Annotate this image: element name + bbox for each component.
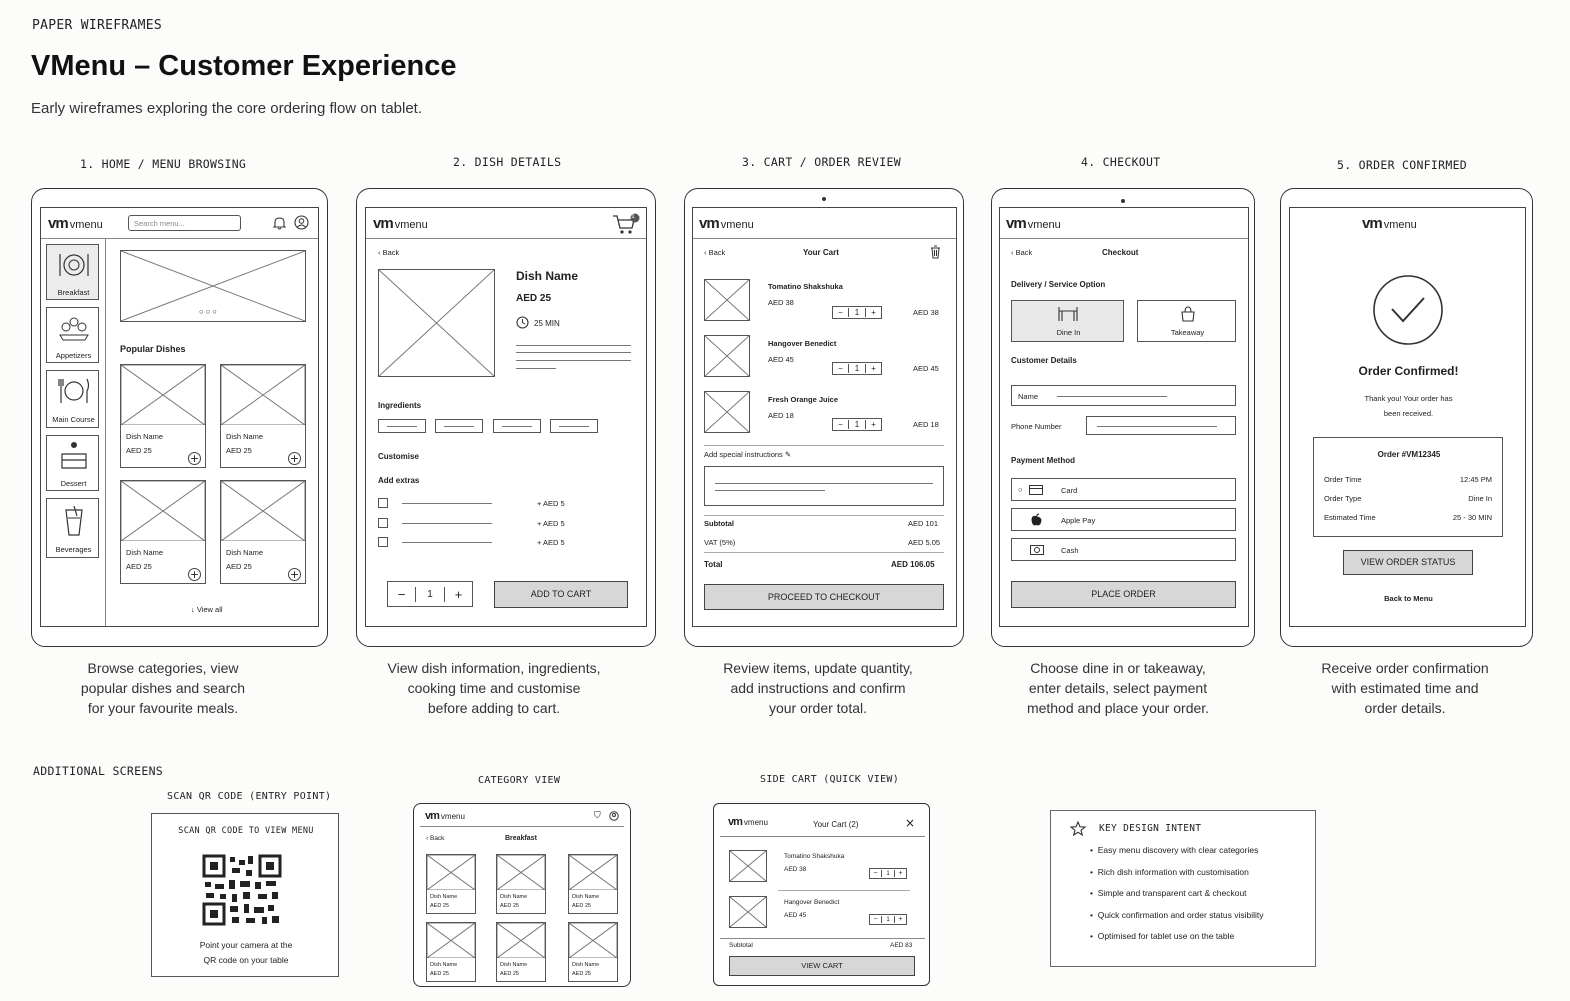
- step-1-description: Browse categories, view popular dishes and search for your favourite meals.: [80, 660, 246, 716]
- item-name: Hangover Benedict: [768, 339, 837, 348]
- page-subtitle: Early wireframes exploring the core ordering flow on tablet.: [31, 100, 423, 117]
- proceed-to-checkout-button[interactable]: PROCEED TO CHECKOUT: [704, 584, 944, 610]
- hero-banner-placeholder[interactable]: [120, 250, 306, 322]
- dish-image-placeholder: [378, 269, 495, 377]
- add-dish-button[interactable]: +: [289, 452, 300, 465]
- qr-heading: SCAN QR CODE TO VIEW MENU: [178, 826, 314, 836]
- takeaway-option[interactable]: [1137, 300, 1236, 342]
- name-label: Name: [1018, 392, 1039, 401]
- minus-button[interactable]: −: [833, 308, 849, 317]
- divider: [704, 445, 944, 446]
- chevron-left-icon: ‹: [704, 248, 709, 257]
- quantity-stepper[interactable]: [832, 362, 882, 375]
- dish-price: AED 25: [500, 903, 519, 909]
- tablet-cart: [684, 188, 964, 647]
- phone-label: Phone Number: [1011, 422, 1062, 431]
- header-divider: [1000, 238, 1249, 239]
- dish-name: Dish Name: [430, 894, 458, 900]
- order-number: Order #VM12345: [1377, 450, 1441, 459]
- subtotal-label: Subtotal: [729, 942, 753, 949]
- view-cart-button[interactable]: VIEW CART: [729, 956, 915, 976]
- add-to-cart-button[interactable]: ADD TO CART: [494, 581, 628, 608]
- minus-button[interactable]: −: [833, 364, 849, 373]
- description-line: [516, 368, 556, 369]
- cook-time: 25 MIN: [534, 319, 560, 328]
- header-divider: [720, 836, 925, 837]
- description-line: [516, 345, 631, 346]
- image-placeholder-icon: [121, 365, 205, 425]
- ingredient-chip: [493, 419, 541, 433]
- cake-icon: [57, 440, 91, 472]
- divider: [704, 515, 944, 516]
- qr-caption-line: Point your camera at the: [199, 940, 293, 950]
- subtotal-value: AED 83: [890, 942, 913, 949]
- side-cart-screen: [713, 803, 930, 986]
- bullet-icon: •: [1090, 909, 1098, 920]
- category-view-label: CATEGORY VIEW: [478, 775, 561, 786]
- dish-screen: [365, 207, 647, 627]
- add-dish-button[interactable]: +: [289, 568, 300, 581]
- payment-option-cash[interactable]: [1011, 538, 1236, 561]
- quantity-stepper[interactable]: [869, 868, 907, 879]
- plus-button[interactable]: +: [865, 420, 881, 429]
- cart-icon[interactable]: [612, 213, 640, 235]
- order-row-value: 12:45 PM: [1459, 475, 1492, 484]
- cart-icon[interactable]: ⛉: [594, 810, 601, 820]
- chevron-left-icon: ‹: [1011, 248, 1016, 257]
- description-line: [516, 360, 631, 361]
- sidebar-item-breakfast[interactable]: Breakfast: [46, 244, 99, 300]
- item-name: Tomatino Shakshuka: [768, 282, 843, 291]
- payment-option-card[interactable]: [1011, 478, 1236, 501]
- plus-button[interactable]: +: [894, 916, 906, 923]
- category-title: Breakfast: [505, 835, 537, 842]
- item-price: AED 45: [784, 912, 807, 919]
- quantity-value: 1: [886, 916, 890, 923]
- back-link[interactable]: ‹ Back: [378, 248, 400, 257]
- customise-title: Customise: [378, 452, 419, 461]
- step-2-description: View dish information, ingredients, cooking time and customise before adding to cart.: [387, 660, 601, 716]
- view-all-link[interactable]: ↓ View all: [191, 605, 223, 614]
- qr-code-icon[interactable]: [202, 854, 282, 926]
- cart-screen: [692, 207, 957, 627]
- place-order-button[interactable]: PLACE ORDER: [1011, 581, 1236, 608]
- item-image-placeholder: [704, 335, 750, 377]
- sidebar-item-dessert[interactable]: Dessert: [46, 435, 99, 491]
- payment-label: Apple Pay: [1061, 516, 1096, 525]
- page-title: VMenu – Customer Experience: [31, 50, 457, 82]
- cart-title: Your Cart: [803, 248, 839, 257]
- image-placeholder-icon: [730, 897, 766, 927]
- category-grid: [426, 854, 622, 984]
- ingredient-chip: [378, 419, 426, 433]
- bell-icon[interactable]: [273, 216, 286, 230]
- cutlery-icon: [57, 376, 91, 406]
- add-dish-button[interactable]: +: [189, 568, 200, 581]
- image-placeholder-icon: [569, 923, 617, 958]
- dish-name: Dish Name: [500, 894, 528, 900]
- quantity-stepper[interactable]: [869, 914, 907, 925]
- payment-option-apple-pay[interactable]: [1011, 508, 1236, 531]
- item-price: AED 45: [768, 355, 794, 364]
- service-title: Delivery / Service Option: [1011, 280, 1106, 289]
- ingredient-chip: [435, 419, 483, 433]
- image-placeholder-icon: [427, 923, 475, 958]
- dish-name: Dish Name: [126, 548, 164, 557]
- tablet-confirmed: [1280, 188, 1533, 647]
- chevron-left-icon: ‹: [426, 835, 430, 842]
- extra-checkbox[interactable]: [378, 537, 388, 547]
- quantity-value: 1: [427, 588, 433, 600]
- dish-title: Dish Name: [516, 269, 579, 283]
- image-placeholder-icon: [497, 855, 545, 890]
- tablet-home: [31, 188, 328, 647]
- additional-screens-title: ADDITIONAL SCREENS: [33, 764, 164, 778]
- total-label: Total: [704, 560, 723, 569]
- side-cart-title: Your Cart (2): [813, 820, 859, 829]
- item-price: AED 18: [768, 411, 794, 420]
- step-5-description: Receive order confirmation with estimated time and order details.: [1321, 660, 1489, 716]
- cash-icon: [1030, 545, 1044, 555]
- design-intent-title: KEY DESIGN INTENT: [1099, 823, 1202, 834]
- item-total: AED 38: [913, 308, 939, 317]
- category-dish-card[interactable]: [496, 854, 546, 914]
- image-placeholder-icon: [221, 481, 305, 541]
- quantity-value: 1: [886, 870, 890, 877]
- camera-dot: [822, 197, 826, 201]
- image-placeholder-icon: [121, 481, 205, 541]
- item-image-placeholder: [729, 896, 767, 928]
- extra-checkbox[interactable]: [378, 498, 388, 508]
- dish-price: AED 25: [572, 971, 591, 977]
- table-icon: [1057, 306, 1079, 322]
- dish-price: AED 25: [226, 562, 252, 571]
- brand-logo[interactable]: vm vmenu: [1006, 215, 1061, 232]
- drink-icon: [59, 504, 89, 538]
- customer-title: Customer Details: [1011, 356, 1077, 365]
- design-intent-card: [1050, 810, 1316, 967]
- category-dish-card[interactable]: [496, 922, 546, 982]
- cart-badge: 1: [631, 213, 635, 220]
- sidebar-item-main-course[interactable]: Main Course: [46, 370, 99, 428]
- bullet-icon: •: [1090, 931, 1098, 941]
- item-name: Tomatino Shakshuka: [784, 853, 845, 860]
- dish-card[interactable]: [220, 480, 306, 584]
- design-intent-point: • Simple and transparent cart & checkout: [1090, 888, 1247, 898]
- dish-name: Dish Name: [500, 962, 528, 968]
- vat-label: VAT (5%): [704, 538, 736, 547]
- plus-button[interactable]: +: [894, 870, 906, 877]
- dish-name: Dish Name: [572, 962, 600, 968]
- radio-icon: ○: [1018, 485, 1023, 494]
- plus-button[interactable]: +: [865, 308, 881, 317]
- ingredient-chip: [550, 419, 598, 433]
- divider: [720, 938, 925, 939]
- card-icon: [1029, 485, 1043, 495]
- dine-in-option[interactable]: [1011, 300, 1124, 342]
- back-link[interactable]: ‹ Back: [1011, 248, 1033, 257]
- extras-title: Add extras: [378, 476, 420, 485]
- item-name: Fresh Orange Juice: [768, 395, 839, 404]
- item-price: AED 38: [768, 298, 794, 307]
- step-4-label: 4. CHECKOUT: [1081, 155, 1161, 169]
- close-icon[interactable]: ×: [905, 816, 916, 830]
- dish-price: AED 25: [126, 446, 152, 455]
- step-2-label: 2. DISH DETAILS: [453, 155, 562, 169]
- appetizer-icon: [57, 313, 91, 343]
- category-dish-card[interactable]: [426, 854, 476, 914]
- subtotal-label: Subtotal: [704, 519, 734, 528]
- pencil-icon: ✎: [782, 450, 792, 459]
- chevron-left-icon: ‹: [378, 248, 383, 257]
- item-price: AED 38: [784, 866, 807, 873]
- brand-logo[interactable]: vm vmenu: [48, 215, 103, 232]
- confirmed-message-line: Thank you! Your order has: [1364, 394, 1453, 403]
- divider: [778, 890, 910, 891]
- plus-button[interactable]: +: [865, 364, 881, 373]
- header-divider: [420, 826, 624, 827]
- header-divider: [366, 238, 647, 239]
- quantity-value: 1: [854, 308, 860, 317]
- order-row-label: Order Type: [1324, 494, 1362, 503]
- dish-card[interactable]: [120, 480, 206, 584]
- arrow-down-icon: ↓: [191, 605, 197, 614]
- star-icon: [1070, 821, 1086, 836]
- item-name: Hangover Benedict: [784, 899, 840, 906]
- description-line: [516, 352, 631, 353]
- order-row-label: Estimated Time: [1324, 513, 1376, 522]
- dish-price: AED 25: [430, 903, 449, 909]
- total-value: AED 106.05: [891, 560, 935, 569]
- order-summary-card: [1313, 437, 1503, 537]
- step-3-description: Review items, update quantity, add instructions and confirm your order total.: [723, 660, 913, 716]
- dish-price: AED 25: [516, 293, 552, 304]
- category-view-screen: [413, 803, 631, 987]
- dish-price: AED 25: [500, 971, 519, 977]
- section-title: Popular Dishes: [120, 344, 186, 354]
- header-divider: [693, 238, 957, 239]
- vat-value: AED 5.05: [908, 538, 941, 547]
- bullet-icon: •: [1090, 866, 1098, 877]
- checkout-screen: [999, 207, 1249, 627]
- design-intent-point: • Optimised for tablet use on the table: [1090, 931, 1235, 941]
- order-row-value: 25 - 30 MIN: [1452, 513, 1492, 522]
- payment-title: Payment Method: [1011, 456, 1076, 465]
- image-placeholder-icon: [569, 855, 617, 890]
- image-placeholder-icon: [379, 270, 494, 376]
- dish-name: Dish Name: [430, 962, 458, 968]
- add-dish-button[interactable]: +: [189, 452, 200, 465]
- profile-icon[interactable]: [294, 215, 309, 230]
- carousel-dots[interactable]: ○ ○ ○: [199, 307, 217, 316]
- payment-label: Cash: [1061, 546, 1079, 555]
- header-divider: [41, 238, 319, 239]
- back-link[interactable]: ‹ Back: [704, 248, 726, 257]
- dine-in-label: Dine In: [1056, 328, 1081, 337]
- brand-logo[interactable]: vm vmenu: [728, 816, 768, 828]
- design-intent-point: • Rich dish information with customisation: [1090, 866, 1249, 877]
- brand-logo[interactable]: vm vmenu: [1362, 215, 1417, 232]
- item-image-placeholder: [704, 391, 750, 433]
- back-to-menu-link[interactable]: Back to Menu: [1384, 594, 1433, 603]
- dish-name: Dish Name: [226, 432, 264, 441]
- confirmed-message-line: been received.: [1383, 409, 1434, 418]
- qr-label: SCAN QR CODE (ENTRY POINT): [167, 791, 332, 802]
- step-4-description: Choose dine in or takeaway, enter details, select payment method and place your order.: [1026, 660, 1210, 716]
- bag-icon: [1180, 306, 1196, 322]
- design-intent-point: • Easy menu discovery with clear categories: [1090, 845, 1259, 855]
- sidebar-item-beverages[interactable]: Beverages: [46, 498, 99, 558]
- quantity-stepper[interactable]: [387, 581, 473, 607]
- item-image-placeholder: [729, 850, 767, 882]
- tablet-dish-details: [356, 188, 656, 647]
- item-image-placeholder: [704, 279, 750, 321]
- sidebar-divider: [105, 238, 106, 627]
- dish-card[interactable]: [220, 364, 306, 468]
- instructions-field[interactable]: [704, 466, 944, 506]
- extra-price: + AED 5: [537, 499, 565, 508]
- instructions-label: Add special instructions ✎: [704, 450, 792, 459]
- item-total: AED 45: [913, 364, 939, 373]
- step-3-label: 3. CART / ORDER REVIEW: [742, 155, 901, 169]
- minus-button[interactable]: −: [388, 587, 416, 602]
- bullet-icon: •: [1090, 888, 1098, 898]
- quantity-stepper[interactable]: [832, 306, 882, 319]
- extra-checkbox[interactable]: [378, 518, 388, 528]
- payment-label: Card: [1061, 486, 1078, 495]
- minus-button[interactable]: −: [870, 870, 882, 877]
- extra-price: + AED 5: [537, 538, 565, 547]
- minus-button[interactable]: −: [833, 420, 849, 429]
- step-5-label: 5. ORDER CONFIRMED: [1337, 158, 1468, 172]
- dish-price: AED 25: [430, 971, 449, 977]
- design-intent-list: [1090, 845, 1264, 953]
- clock-icon: [516, 316, 529, 329]
- dish-price: AED 25: [126, 562, 152, 571]
- design-intent-point: • Quick confirmation and order status visibility: [1090, 909, 1264, 920]
- checkmark-icon: [1372, 274, 1444, 346]
- image-placeholder-icon: [705, 280, 749, 320]
- plate-icon: [57, 250, 91, 280]
- extra-label-line: [402, 542, 492, 543]
- category-dish-card[interactable]: [568, 854, 618, 914]
- dish-price: AED 25: [572, 903, 591, 909]
- bullet-icon: •: [1090, 845, 1098, 855]
- brand-logo[interactable]: vm vmenu: [425, 810, 465, 822]
- quantity-value: 1: [854, 364, 860, 373]
- order-row-value: Dine In: [1468, 494, 1492, 503]
- qr-caption-line: QR code on your table: [203, 955, 289, 965]
- category-dish-card[interactable]: [568, 922, 618, 982]
- divider: [704, 552, 944, 553]
- image-placeholder-icon: [497, 923, 545, 958]
- extra-label-line: [402, 523, 492, 524]
- plus-button[interactable]: +: [444, 587, 472, 602]
- step-1-label: 1. HOME / MENU BROWSING: [80, 157, 247, 171]
- dish-name: Dish Name: [126, 432, 164, 441]
- phone-field[interactable]: [1086, 416, 1236, 435]
- extra-price: + AED 5: [537, 519, 565, 528]
- subtotal-value: AED 101: [908, 519, 939, 528]
- ingredients-title: Ingredients: [378, 401, 422, 410]
- extra-label-line: [402, 503, 492, 504]
- qr-card: [151, 813, 339, 977]
- quantity-value: 1: [854, 420, 860, 429]
- category-dish-card[interactable]: [426, 922, 476, 982]
- image-placeholder-icon: [730, 851, 766, 881]
- image-placeholder-icon: [427, 855, 475, 890]
- quantity-stepper[interactable]: [832, 418, 882, 431]
- trash-icon[interactable]: [930, 245, 941, 259]
- dish-name: Dish Name: [572, 894, 600, 900]
- dish-card[interactable]: [120, 364, 206, 468]
- view-order-status-button[interactable]: VIEW ORDER STATUS: [1343, 550, 1473, 575]
- image-placeholder-icon: [705, 392, 749, 432]
- takeaway-label: Takeaway: [1170, 328, 1205, 337]
- profile-icon[interactable]: [609, 811, 619, 821]
- eyebrow-label: PAPER WIREFRAMES: [32, 18, 163, 33]
- image-placeholder-icon: [221, 365, 305, 425]
- search-input[interactable]: Search menu...: [128, 215, 241, 231]
- tablet-checkout: [991, 188, 1255, 647]
- item-total: AED 18: [913, 420, 939, 429]
- back-link[interactable]: ‹ Back: [426, 835, 445, 842]
- confirmed-screen: [1289, 207, 1526, 627]
- dish-name: Dish Name: [226, 548, 264, 557]
- order-row-label: Order Time: [1324, 475, 1362, 484]
- brand-logo[interactable]: vm vmenu: [373, 215, 428, 232]
- sidebar-item-appetizers[interactable]: Appetizers: [46, 307, 99, 363]
- confirmed-title: Order Confirmed!: [1358, 364, 1459, 378]
- side-cart-label: SIDE CART (QUICK VIEW): [760, 774, 900, 785]
- name-field[interactable]: [1011, 385, 1236, 406]
- home-screen: [40, 207, 319, 627]
- image-placeholder-icon: [705, 336, 749, 376]
- apple-icon: [1031, 513, 1042, 526]
- checkout-title: Checkout: [1102, 248, 1139, 257]
- minus-button[interactable]: −: [870, 916, 882, 923]
- brand-logo[interactable]: vm vmenu: [699, 215, 754, 232]
- dish-price: AED 25: [226, 446, 252, 455]
- camera-dot: [1121, 199, 1125, 203]
